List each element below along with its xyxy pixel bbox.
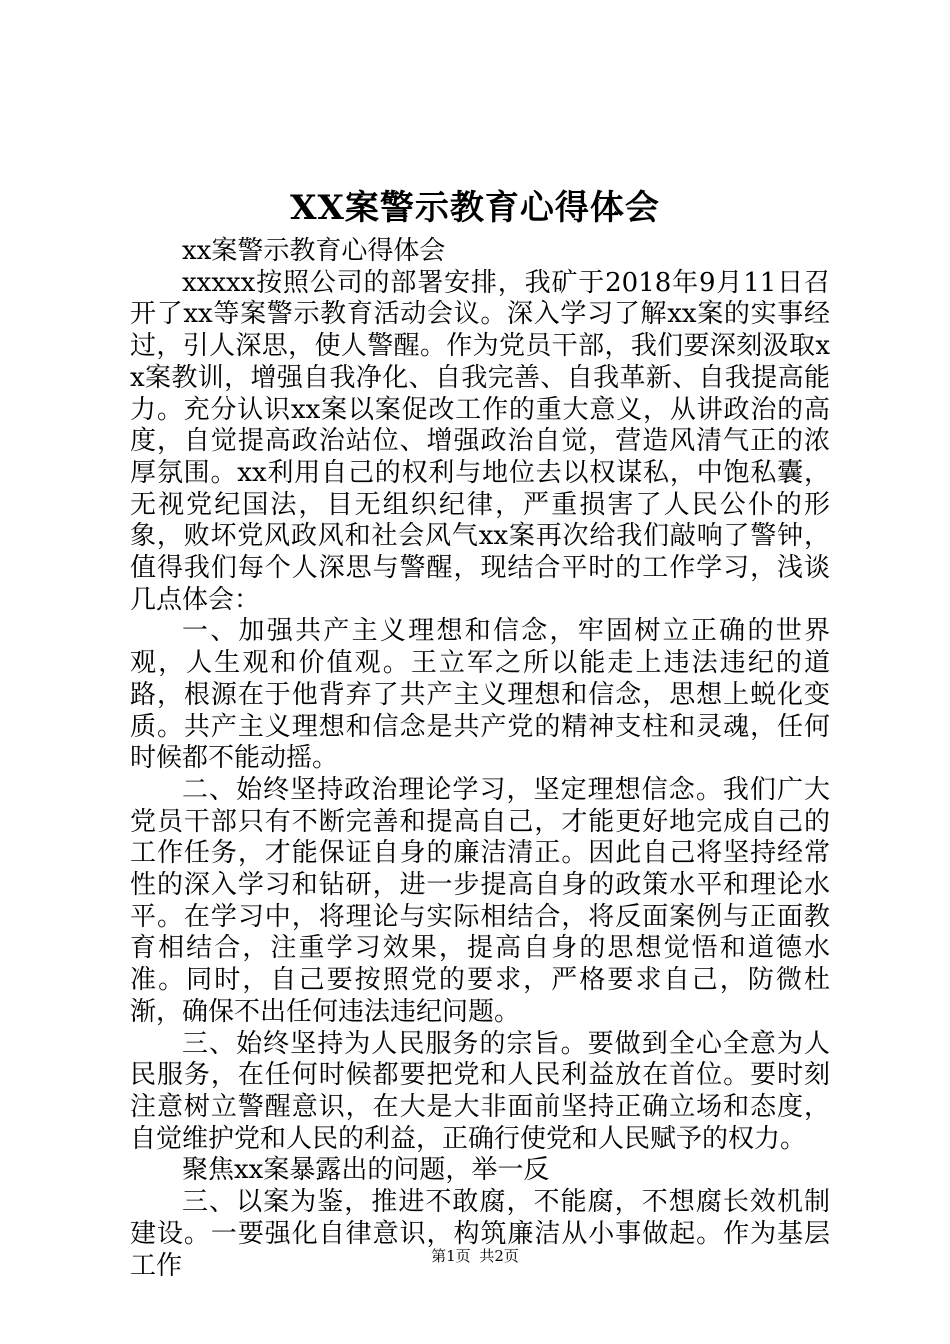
paragraph-point-two: 二、始终坚持政治理论学习，坚定理想信念。我们广大党员干部只有不断完善和提高自己，才能更好地完成自己的工作任务，才能保证自身的廉洁清正。因此自己将坚持经常性的深入学习和钻研，进一步提高自身的政策水平和理论水平。在学习中，将理论与实际相结合，将反面案例与正面教育相结合，注重学习效果，提高自身的思想觉悟和道德水准。同时，自己要按照党的要求，严格要求自己，防微杜渐，确保不出任何违法违纪问题。 <box>130 774 830 1027</box>
paragraph-point-one: 一、加强共产主义理想和信念，牢固树立正确的世界观，人生观和价值观。王立军之所以能走上违法违纪的道路，根源在于他背弃了共产主义理想和信念，思想上蜕化变质。共产主义理想和信念是共产党的精神支柱和灵魂，任何时候都不能动摇。 <box>130 616 830 774</box>
page-total: 共2页 <box>479 1247 519 1265</box>
paragraph-intro: xxxxx按照公司的部署安排，我矿于2018年9月11日召开了xx等案警示教育活动会议。深入学习了解xx案的实事经过，引人深思，使人警醒。作为党员干部，我们要深刻汲取xx案教训，增强自我净化、自我完善、自我革新、自我提高能力。充分认识xx案以案促改工作的重大意义，从讲政治的高度，自觉提高政治站位、增强政治自觉，营造风清气正的浓厚氛围。xx利用自己的权利与地位去以权谋私，中饱私囊，无视党纪国法，目无组织纪律，严重损害了人民公仆的形象，败坏党风政风和社会风气xx案再次给我们敲响了警钟，值得我们每个人深思与警醒，现结合平时的工作学习，浅谈几点体会： <box>130 267 830 615</box>
paragraph-point-three: 三、始终坚持为人民服务的宗旨。要做到全心全意为人民服务，在任何时候都要把党和人民利益放在首位。要时刻注意树立警醒意识，在大是大非面前坚持正确立场和态度，自觉维护党和人民的利益，正确行使党和人民赋予的权力。 <box>130 1028 830 1154</box>
document-body <box>130 236 830 1282</box>
paragraph-focus: 聚焦xx案暴露出的问题，举一反 <box>182 1155 550 1186</box>
paragraph-lessons: 三、以案为鉴，推进不敢腐，不能腐，不想腐长效机制建设。一要强化自律意识，构筑廉洁从小事做起。作为基层工作 <box>130 1187 830 1281</box>
paragraph-subtitle: xx案警示教育心得体会 <box>182 236 446 266</box>
page-number: 第1页 <box>431 1247 471 1265</box>
page-footer <box>0 1246 950 1266</box>
document-title: XX案警示教育心得体会 <box>290 188 660 228</box>
